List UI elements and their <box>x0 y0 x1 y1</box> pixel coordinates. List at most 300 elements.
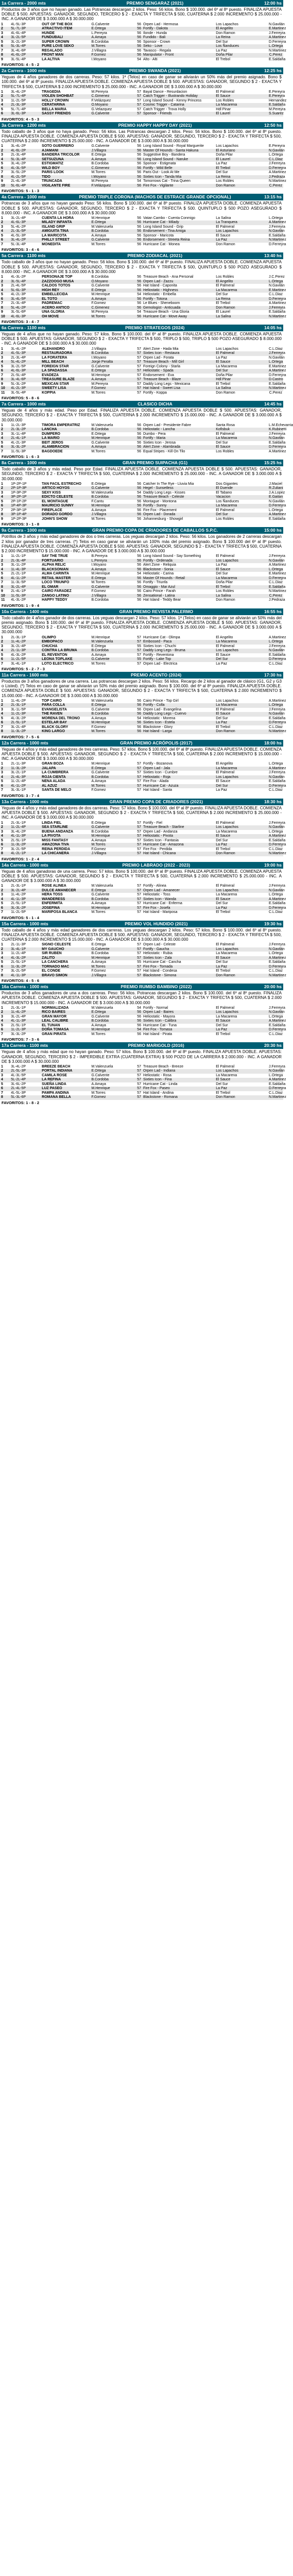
runner-jockey: A.Amaya <box>91 1023 106 1027</box>
runner-trainer: J.Ferreyra <box>268 821 285 825</box>
runner-pedigree: Hurricane Cat - Enferma <box>143 902 182 906</box>
runner-last-results: 4L-5L-3P <box>10 351 41 356</box>
runner-number: 2 <box>0 428 10 432</box>
runner-stud: El Angelito <box>216 762 233 766</box>
runner-number: 1 <box>1 762 3 766</box>
runner-weight: 56 <box>129 297 142 302</box>
race-time: 13:40 hs <box>264 253 282 259</box>
runner-horse-name: MILADY INFANTA <box>41 221 90 225</box>
runner-pedigree: Heliostatic - Pivota <box>142 834 215 839</box>
runner-row <box>0 280 283 284</box>
runner-weight: 56 <box>137 440 142 445</box>
runner-weight: 57 <box>137 662 142 666</box>
runner-last-results: 3L-4L-2P <box>10 238 41 243</box>
runner-row <box>0 49 283 54</box>
runner-stud: La Paz <box>215 843 268 848</box>
runner-row <box>0 767 283 771</box>
runner-trainer: L.Ortega <box>268 508 283 512</box>
runner-horse-name: REINA PERDIDA <box>42 847 71 851</box>
runner-trainer: D.Ferreyra <box>268 657 286 661</box>
race-title: PREMIO TRIPLE CORONA (MACHOS DE ESTRACE GRANDE OPCIONAL) <box>79 194 231 200</box>
runner-trainer: D.Ferreyra <box>268 297 286 301</box>
runners-table <box>0 22 286 62</box>
runner-stud: La Salina <box>216 216 231 220</box>
runner-pedigree: Manipulator - Front <box>142 53 215 58</box>
runner-pedigree: Master Of Hounds - Retail <box>142 577 215 581</box>
runner-trainer: D.Ferreyra <box>268 373 286 377</box>
runner-weight: 56 <box>137 508 142 512</box>
runner-jockey: M.Torres <box>91 449 106 453</box>
runner-number: 5 <box>1 902 3 906</box>
runner-weight: 54 <box>137 293 142 297</box>
runner-jockey: G.Calvente <box>90 825 129 830</box>
runner-last-results: 3P-1P-4P <box>10 513 41 517</box>
runner-last-results: 1L-3L-2P <box>10 730 41 734</box>
runner-weight: 57 <box>137 1091 142 1095</box>
runner-weight: 56 <box>129 149 142 154</box>
runner-row <box>0 1019 283 1024</box>
race-favorites: FAVORITOS: 7 - 5 - 6 <box>2 734 40 739</box>
runner-number: 3 <box>1 153 3 157</box>
race-section <box>0 325 286 401</box>
runner-stud: Don Ramon <box>215 730 268 734</box>
runner-weight: 57 <box>129 784 142 789</box>
runner-pedigree: Master Of Hounds - Santa Hakuna <box>142 149 215 154</box>
runner-jockey: A.Amaya <box>91 960 106 964</box>
runner-row <box>0 297 283 302</box>
runner-last-results: 1L-2L-5P <box>11 910 26 914</box>
runner-row <box>0 572 283 577</box>
runner-pedigree: Fire Fox - Placement <box>143 508 177 512</box>
runner-horse-name: SAY THE TRUE <box>42 554 68 558</box>
runner-weight: 57 <box>129 889 142 893</box>
runner-stud: Los Robles <box>216 517 234 521</box>
runner-weight: 57 <box>129 956 142 961</box>
runner-stud: Los Lapachos <box>215 559 268 564</box>
runner-number: 4 <box>0 712 10 717</box>
runner-last-results: 5L-6L-3P <box>10 289 41 293</box>
runner-horse-name: JOHN'S SHOW <box>42 517 67 521</box>
runner-row <box>0 175 283 180</box>
runner-jockey: J.Villagra <box>91 347 107 351</box>
race-time: 13:15 hs <box>264 194 282 200</box>
runner-jockey: A.Amaya <box>91 233 106 238</box>
runner-horse-name: EL TOTO <box>41 297 90 302</box>
runner-horse-name: GRAN BOZA <box>42 762 64 766</box>
runner-stud: Del Sur <box>216 171 228 175</box>
runner-trainer: J.Ferreyra <box>268 943 285 947</box>
runner-row <box>0 44 283 49</box>
runner-row <box>0 725 283 730</box>
runner-weight: 57 <box>137 838 142 842</box>
runner-weight: 56 <box>129 495 142 500</box>
runner-stud: Los Lapachos <box>215 1069 268 1074</box>
runner-stud: La Macarena <box>215 289 268 293</box>
runner-jockey: G.Calvente <box>91 440 110 445</box>
runner-pedigree: Fortify - Lake Top <box>142 657 215 662</box>
runner-row <box>0 149 283 154</box>
runner-number: 5 <box>1 716 3 720</box>
runner-last-results: 4L-3L-2P <box>11 598 26 602</box>
race-header <box>0 984 283 990</box>
runner-number: 1 <box>1 482 3 486</box>
runner-trainer: N.Martinez <box>268 238 286 242</box>
runner-trainer: J.Pedraza <box>268 598 285 602</box>
runner-stud: El Trebol <box>215 166 268 171</box>
runner-last-results: 1L-3L-5P <box>11 581 26 585</box>
runner-number: 6 <box>0 369 10 374</box>
runner-jockey: A.Amaya <box>90 445 129 450</box>
runner-trainer: J.C.Perez <box>268 275 285 279</box>
runner-trainer: J.Ferreyra <box>268 884 285 888</box>
runner-stud: El Trebol <box>216 725 230 729</box>
runner-last-results: 4L-5L-3P <box>11 233 26 238</box>
runner-last-results: 4L-6L-3P <box>10 369 41 374</box>
runner-pedigree: Orpen Lad - Forata <box>143 355 174 360</box>
runner-trainer: D.Ferreyra <box>268 445 286 449</box>
runner-row <box>0 843 283 848</box>
runner-stud: Don Ramon <box>215 1095 268 1100</box>
race-number-distance: 9a Carrera - 1000 mts <box>2 528 46 533</box>
race-title: GRAN PREMIO COPA DE CRIADORES DE CABALLOS S.P.C. <box>92 528 218 533</box>
runner-row <box>0 486 283 491</box>
runner-pedigree: Long Island Sound - Royal Marguerite <box>143 144 204 148</box>
runner-row <box>0 645 283 649</box>
runner-last-results: 4L-3L-2P <box>11 653 26 657</box>
runner-number: 4 <box>0 1019 10 1024</box>
runner-stud: El Trebol <box>216 382 230 386</box>
runner-pedigree: Hat Island - Pirata <box>143 1032 173 1036</box>
runner-stud: Los Lapachos <box>216 347 238 351</box>
runner-trainer: M.Pereyra <box>268 107 286 111</box>
runner-trainer: A.Martinez <box>268 897 286 901</box>
runner-trainer: A.Martinez <box>268 1019 286 1023</box>
race-title: CLASICO DICHA <box>137 401 173 407</box>
runner-number: 3 <box>1 1073 3 1077</box>
race-section <box>0 194 286 252</box>
runner-horse-name: SEXY KISS <box>42 490 61 495</box>
runner-row <box>0 717 283 721</box>
runner-weight: 56 <box>137 242 142 246</box>
runner-weight: 57 <box>129 775 142 780</box>
runner-row <box>0 301 283 306</box>
runner-row <box>0 906 283 911</box>
race-section <box>0 122 286 194</box>
runner-stud: Los Lapachos <box>215 947 268 952</box>
runner-last-results: 4L-6L-3P <box>10 221 41 225</box>
runner-stud: Del Sur <box>216 960 228 964</box>
runner-stud: Los Lapachos <box>215 775 268 780</box>
runner-weight: 56 <box>137 275 142 279</box>
runner-row <box>0 482 283 487</box>
runner-jockey: A.Amaya <box>91 716 106 720</box>
runner-pedigree: Sixties Icon - Chuchi <box>143 644 176 648</box>
runner-row <box>0 889 283 893</box>
runner-horse-name: PARA COLLA <box>41 703 90 708</box>
runner-last-results: 2L-4L-1P <box>11 589 26 594</box>
runner-jockey: G.Calvente <box>91 707 110 711</box>
runner-row <box>0 779 283 784</box>
runner-trainer: N.Gavilán <box>268 947 285 951</box>
runner-pedigree: Fortify - Triunfa <box>143 581 168 585</box>
runner-horse-name: LOCO TRIUNFO <box>42 581 70 585</box>
runner-trainer: J.Ferreyra <box>268 31 285 35</box>
runner-weight: 57 <box>137 762 142 766</box>
runner-trainer: D.Ferreyra <box>268 504 286 508</box>
runner-pedigree: Hurricane Cat - Azuza <box>142 784 215 789</box>
race-section <box>0 1042 286 1106</box>
runner-pedigree: Hat Island - Caponita <box>143 284 177 288</box>
runner-weight: 56 <box>129 712 142 717</box>
runner-pedigree: Orpen Lad - Baires <box>142 1010 215 1015</box>
runner-weight: 56 <box>129 44 142 49</box>
runner-trainer: D.Ferreyra <box>268 721 286 725</box>
runner-row <box>0 40 283 45</box>
runner-trainer: N.Gavilán <box>268 558 285 563</box>
runner-number: 1 <box>1 347 3 351</box>
runner-last-results: 3L-1L-4P <box>11 432 26 436</box>
runner-pedigree: Orpen Lad - Evangelina <box>143 707 181 711</box>
runner-stud: Los Lapachos <box>216 699 238 703</box>
runner-stud: Hdl Pinar <box>216 107 231 111</box>
runner-weight: 56 <box>129 1010 142 1015</box>
runner-jockey: M.Henrique <box>91 635 110 639</box>
runner-stud: El Sauce <box>215 712 268 717</box>
runner-horse-name: LA CANCHERA <box>42 960 68 964</box>
runner-stud: El Sauce <box>215 1078 268 1082</box>
runner-number: 6 <box>0 297 10 302</box>
runner-number: 7 <box>1 847 3 851</box>
runner-trainer: A.Martinez <box>268 171 286 175</box>
runner-pedigree: Orpen Lad - Andanza <box>143 829 178 834</box>
runner-horse-name: TOP CAIRO <box>42 699 62 703</box>
runner-last-results: 2L-3L-1P <box>11 635 26 639</box>
runner-weight: 57 <box>129 947 142 952</box>
runner-horse-name: FUNDUBALI <box>41 36 90 40</box>
runner-last-results: 5L-4L-2P <box>10 306 41 311</box>
runner-horse-name: EL OMAR <box>41 585 90 590</box>
runner-trainer: L.Ortega <box>268 216 283 220</box>
runner-stud: El Angelito <box>215 280 268 284</box>
runner-last-results: 2P-1P-2P <box>11 499 27 503</box>
race-program-page <box>0 0 293 1106</box>
runner-jockey: M.Torres <box>91 1032 106 1036</box>
runner-stud: La Macarena <box>216 364 237 368</box>
runner-row <box>0 378 283 382</box>
runner-trainer: J.Ferreyra <box>268 306 285 310</box>
runner-last-results: 4L-3L-5P <box>10 166 41 171</box>
runner-weight: 57 <box>137 355 142 360</box>
runner-jockey: G.Calvente <box>90 112 129 116</box>
runner-horse-name: KOPPIA <box>42 391 56 395</box>
runners-table <box>0 762 286 793</box>
runner-weight: 56 <box>137 144 142 148</box>
runner-number: 4 <box>0 1078 10 1082</box>
runner-last-results: 4L-1L-3P <box>10 834 41 839</box>
race-conditions: Yeguas de 4 años y más edad ganadores de dos carreras. Peso: 57 kilos. Bono $ 100.000. del 6º al 8º puesto. FINALIZA APUESTA DOBLE. COMIENZA APUESTA DOBLE $ 500. APUESTAS: GANADOR, SEGUNDO $ 2 - EXACTA Y TRIFECTA $ 500, CUATERNA $ 2.000 INCREMENTO $ 25.000.000 - INC. A GANADOR DE $ 3.000.000 A $ 30.000.000 <box>2 805 282 820</box>
runner-last-results: 2L-5L-1P <box>11 1023 26 1027</box>
runner-number: 1 <box>1 144 3 148</box>
runner-weight: 56 <box>137 499 142 503</box>
runner-jockey: B.Cordoba <box>90 775 129 780</box>
runner-weight: 57 <box>129 112 142 116</box>
runner-row <box>0 730 283 734</box>
runner-last-results: 2L-5L-4P <box>11 373 26 377</box>
runner-stud: Del Sur <box>215 784 268 789</box>
runner-trainer: C.Perez <box>268 594 283 599</box>
race-time: 18:30 hs <box>264 799 282 804</box>
runner-row <box>0 788 283 793</box>
runner-horse-name: PADREMAC <box>42 301 63 306</box>
runner-row <box>0 1078 283 1082</box>
runner-jockey: B.Cordoba <box>90 1078 129 1082</box>
runner-stud: La Macarena <box>216 829 237 834</box>
race-title: GRAN PREMIO REVISTA PALERMO <box>119 608 194 614</box>
runner-last-results: 3L-2L-5P <box>10 36 41 40</box>
runner-horse-name: THE RAVEN <box>41 712 90 717</box>
runner-last-results: 3L-5L-4P <box>10 280 41 284</box>
runner-last-results: 4L-1L-2P <box>10 784 41 789</box>
runner-pedigree: Alert Zone - Reliquia <box>143 563 176 567</box>
runner-weight: 54 <box>137 1006 142 1010</box>
runner-pedigree: Sixties Icon - Jerosa <box>143 440 176 445</box>
runner-weight: 56 <box>129 36 142 40</box>
runner-horse-name: CAIRO FARADEZ <box>42 589 72 594</box>
runner-horse-name: WANDERESS <box>41 897 90 902</box>
runner-horse-name: ALPHA RELIC <box>42 563 66 567</box>
runner-number: 2 <box>0 27 10 31</box>
runner-last-results: 2P-1P-3P <box>10 486 41 491</box>
runner-horse-name: WILD BOY <box>41 166 90 171</box>
runner-pedigree: Fire Fox - Alada <box>143 779 169 784</box>
runner-jockey: M.Pereyra <box>91 90 108 94</box>
runner-jockey: E.Ortega <box>91 644 106 648</box>
runner-horse-name: EL MONTAGUE <box>42 499 68 503</box>
runner-stud: La Paz <box>215 721 268 725</box>
runner-pedigree: Hat Island - Mariposa <box>143 910 178 914</box>
runner-row <box>0 391 283 396</box>
runner-row <box>0 775 283 780</box>
runner-number: 3 <box>1 644 3 648</box>
runner-number: 1 <box>1 275 3 279</box>
runner-weight: 54 <box>129 1028 142 1032</box>
race-header <box>0 122 283 129</box>
runner-number: 7 <box>1 662 3 666</box>
runner-last-results: 5L-6L-4P <box>10 184 41 189</box>
runner-last-results: 2L-3L-1P <box>10 703 41 708</box>
runner-last-results: 1L-4L-2P <box>11 699 26 703</box>
runner-number: 7 <box>1 449 3 453</box>
runner-horse-name: NENA ALADA <box>42 779 65 784</box>
runner-horse-name: BELLA MARIA <box>42 107 67 111</box>
runner-horse-name: ALMA CARINTA <box>42 572 70 576</box>
runner-jockey: F.Cantu <box>91 499 104 503</box>
runner-stud: El Palmeral <box>216 225 235 229</box>
runner-jockey: F.Velázquez <box>90 184 129 189</box>
runner-stud: Los Lapachos <box>216 144 238 148</box>
runner-stud: El Angelito <box>215 27 268 31</box>
runner-row <box>0 581 283 585</box>
runner-horse-name: AJAMANI <box>41 149 90 154</box>
runner-stud: Del Sur <box>216 572 228 576</box>
runner-number: 3 <box>1 490 3 495</box>
runner-weight: 56 <box>129 436 142 441</box>
runner-stud: El Laurel <box>215 112 268 116</box>
runner-number: 1 <box>1 699 3 703</box>
runner-horse-name: BLACKSONIAN <box>41 568 90 572</box>
race-title: PREMIO SWANDA (2021) <box>129 68 181 74</box>
runner-number: 2 <box>0 767 10 771</box>
runner-last-results: 3L-2L-4P <box>11 725 26 729</box>
runner-horse-name: ROSE ALINEA <box>42 884 66 888</box>
race-time: 19:00 hs <box>264 862 282 868</box>
race-title: PREMIO VOL HUNDIDO (2021) <box>125 921 188 926</box>
runner-weight: 56 <box>129 315 142 319</box>
runner-row <box>0 956 283 961</box>
runner-weight: 57 <box>137 1064 142 1069</box>
runners-table <box>0 699 286 734</box>
runner-pedigree: Sixties Icon - Restaura <box>142 351 215 356</box>
runner-jockey: J.Villagra <box>90 594 129 599</box>
runner-row <box>0 103 283 108</box>
runner-jockey: C.Gimenez <box>90 94 129 99</box>
runner-horse-name: SWEETY LISA <box>41 386 90 391</box>
runner-stud: Don Ramon <box>215 852 268 856</box>
runner-number: 8 <box>0 974 10 978</box>
runner-stud: El Palmeral <box>216 90 235 94</box>
runner-stud: La Macarena <box>216 1073 237 1077</box>
runner-jockey: G.Calvente <box>91 1073 110 1077</box>
runner-row <box>0 374 283 378</box>
runner-horse-name: EL TUNAN <box>42 1023 60 1027</box>
runner-row <box>0 640 283 645</box>
runner-last-results: 1L-4L-3P <box>10 568 41 572</box>
runner-row <box>0 162 283 166</box>
runner-horse-name: RESTAURADORA <box>41 351 90 356</box>
runner-pedigree: Daddy Long Legs - Kisses <box>143 490 185 495</box>
runner-row <box>0 1010 283 1015</box>
runner-pedigree: Sixties Icon - Estela <box>142 721 215 725</box>
runner-last-results: 5L-3L-4P <box>10 44 41 49</box>
runner-number: 5 <box>1 960 3 964</box>
runner-jockey: I.Moyano <box>91 563 107 567</box>
runner-pedigree: Heliostatic - Highness <box>142 289 215 293</box>
runner-jockey: E.Ortega <box>90 577 129 581</box>
runner-row <box>0 99 283 104</box>
runner-pedigree: Hat Island - Teddy Bear <box>143 598 181 602</box>
runner-row <box>0 699 283 704</box>
runner-stud: El Trebol <box>216 1032 230 1036</box>
runner-pedigree: Treasure Beach - Celeste <box>142 495 215 500</box>
runner-jockey: B.Cordoba <box>91 40 109 44</box>
runner-last-results: 4L-1L-2P <box>10 577 41 581</box>
runner-jockey: I.Moyano <box>90 175 129 180</box>
race-favorites: FAVORITOS: 3 - 1 - 8 <box>2 522 40 527</box>
runner-stud: El Palmeral <box>216 644 235 648</box>
runner-stud: El Sauce <box>215 1019 268 1024</box>
runner-stud: La Paz <box>216 355 228 360</box>
runner-weight: 55 <box>137 644 142 648</box>
runner-last-results: 2L-3L-4P <box>11 153 26 157</box>
runner-number: 7 <box>1 1091 3 1095</box>
runner-jockey: I.Moyano <box>91 57 107 61</box>
runner-weight: 56 <box>137 22 142 26</box>
runner-horse-name: TREASURE BLAZE <box>41 378 90 382</box>
race-number-distance: 2a Carrera - 1000 mts <box>2 68 46 74</box>
runner-pedigree: Suggestive Boy - Bandera <box>143 153 185 157</box>
runner-last-results: 3L-4L-5P <box>10 297 41 302</box>
runner-last-results: 5L-7L-3P <box>10 27 41 31</box>
